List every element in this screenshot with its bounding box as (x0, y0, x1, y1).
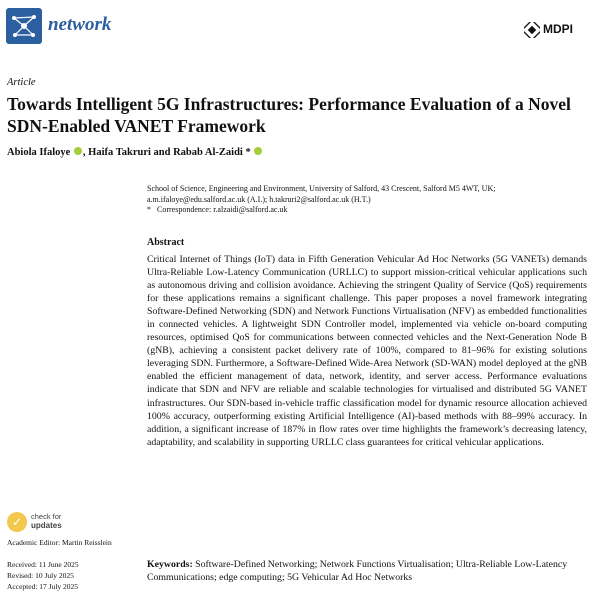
publication-dates (7, 559, 79, 592)
author-separator: , (82, 147, 89, 158)
publisher-name[interactable]: MDPI (543, 22, 573, 36)
article-type: Article (7, 77, 36, 88)
author-name[interactable]: Rabab Al-Zaidi (173, 147, 243, 158)
affiliation-block (147, 184, 587, 216)
article-title: Towards Intelligent 5G Infrastructures: Performance Evaluation of a Novel SDN-Enabled VANET Framework (7, 94, 571, 136)
received-date: Received: 11 June 2025 (7, 560, 79, 569)
check-updates-icon: ✓ (7, 512, 27, 532)
author-emails[interactable]: a.m.ifaloye@edu.salford.ac.uk (A.I.); h.takruri2@salford.ac.uk (H.T.) (147, 194, 371, 204)
academic-editor: Academic Editor: Martin Reisslein (7, 538, 112, 547)
journal-logo-icon (6, 8, 42, 44)
revised-date: Revised: 10 July 2025 (7, 571, 74, 580)
orcid-icon[interactable] (254, 147, 262, 155)
keywords-text: Software-Defined Networking; Network Functions Virtualisation; Ultra-Reliable Low-Latency Communications; edge computing; 5G Vehicular Ad Hoc Networks (147, 559, 568, 583)
author-name[interactable]: Haifa Takruri (88, 147, 151, 158)
journal-name[interactable]: network (48, 14, 112, 35)
mdpi-logo-icon (524, 22, 540, 38)
abstract-heading: Abstract (147, 237, 185, 248)
correspondence-email[interactable]: Correspondence: r.alzaidi@salford.ac.uk (157, 205, 288, 214)
abstract-text: Critical Internet of Things (IoT) data in Fifth Generation Vehicular Ad Hoc Networks (5G VANETs) demands Ultra-Reliable Low-Latency Communication (URLLC) to support mission-critical vehicular applications such as autonomous driving and collision avoidance. Achieving the stringent Quality of Service (QoS) requirements for these applications remains a significant challenge. This paper proposes a novel framework integrating Software-Defined Networking (SDN) and Network Functions Virtualisation (NFV) as embedded functionalities in connected vehicles. A lightweight SDN Controller model, implemented via vehicle on-board computing resources, optimised QoS for communications between connected vehicles and the Next-Generation Node B (gNB), achieving a consistent packet delivery rate of 100%, compared to 81–96% for existing solutions leveraging SDN. Furthermore, a Software-Defined Wide-Area Network (SD-WAN) model deployed at the gNB enabled the efficient management of data, network, identity, and server access. Performance evaluations indicate that SDN and NFV are reliable and scalable technologies for virtualised and distributed 5G VANET infrastructures. Our SDN-based in-vehicle traffic classification model for dynamic resource allocation achieved 100% accuracy, outperforming existing Artificial Intelligence (AI)-based methods with 88–99% accuracy. In addition, a significant increase of 187% in flow rates over time highlights the framework’s decreasing latency, adaptability, and scalability in supporting URLLC class guarantees for critical vehicular applications. (147, 254, 587, 448)
keywords (147, 558, 587, 584)
orcid-icon[interactable] (74, 147, 82, 155)
check-updates-line1: check for (31, 512, 62, 521)
affiliation: School of Science, Engineering and Environment, University of Salford, 43 Crescent, Salford M5 4WT, UK; (147, 184, 496, 193)
correspondence (147, 205, 587, 216)
keywords-label: Keywords: (147, 559, 193, 570)
check-updates-line2: updates (31, 521, 62, 530)
author-name[interactable]: Abiola Ifaloye (7, 147, 71, 158)
accepted-date: Accepted: 17 July 2025 (7, 582, 79, 591)
corresponding-mark: * (245, 147, 251, 158)
correspondence-mark: * (147, 205, 151, 214)
author-separator: and (153, 147, 174, 158)
author-list (7, 147, 263, 158)
